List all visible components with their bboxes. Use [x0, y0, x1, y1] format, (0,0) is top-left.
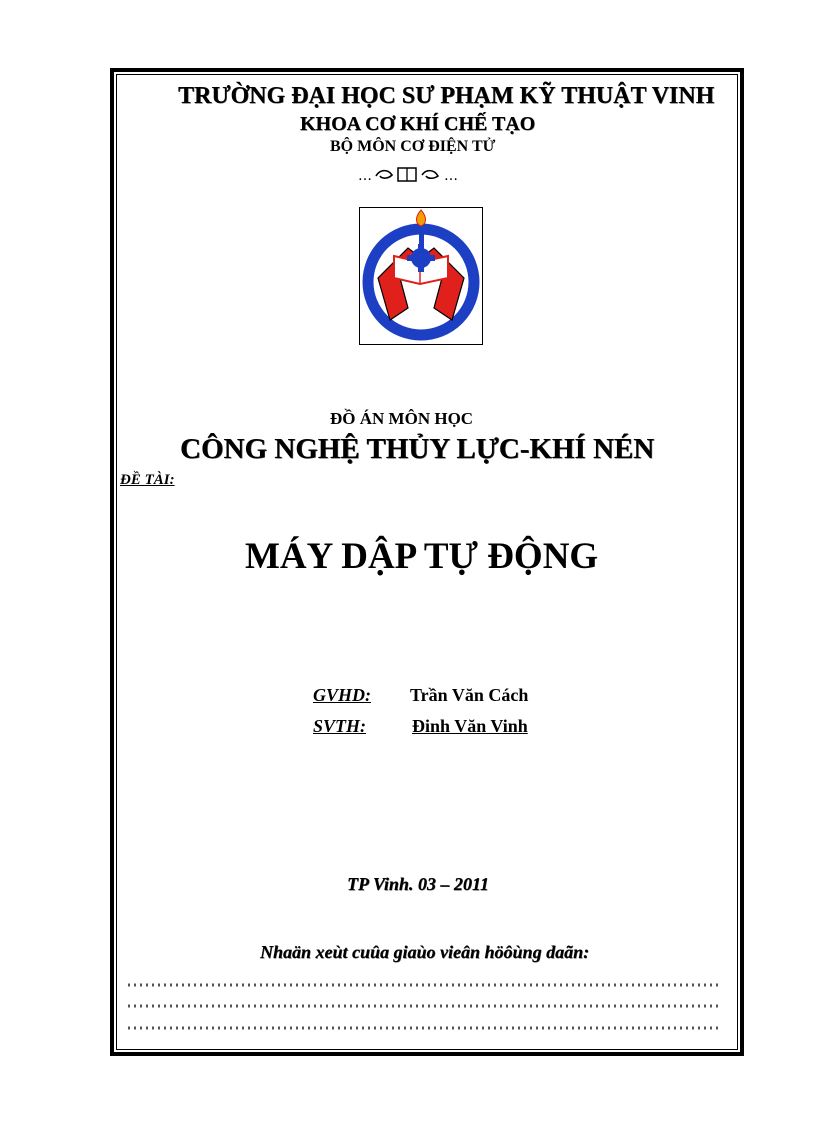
- place-date: TP Vinh. 03 – 2011: [347, 874, 489, 894]
- supervisor-label: GVHD:: [313, 685, 371, 705]
- remark-line: [126, 980, 724, 990]
- topic-label: ĐỀ TÀI:: [120, 472, 175, 488]
- faculty-name: KHOA CƠ KHÍ CHẾ TẠO: [300, 113, 536, 135]
- student-name: Đinh Văn Vinh: [412, 716, 528, 736]
- department-name: BỘ MÔN CƠ ĐIỆN TỬ: [330, 138, 496, 155]
- remarks-heading: Nhaän xeùt cuûa giaùo vieân höôùng daãn:: [260, 942, 590, 962]
- supervisor-name: Trần Văn Cách: [410, 685, 529, 705]
- remark-line: [126, 1001, 724, 1011]
- ornament-divider: [358, 165, 488, 190]
- student-label: SVTH:: [313, 716, 367, 736]
- course-label: ĐỒ ÁN MÔN HỌC: [330, 409, 474, 428]
- remark-line: [126, 1023, 724, 1033]
- book-ornament-icon: [358, 165, 488, 185]
- subject-title: CÔNG NGHỆ THỦY LỰC-KHÍ NÉN: [180, 433, 655, 465]
- university-name: TRƯỜNG ĐẠI HỌC SƯ PHẠM KỸ THUẬT VINH: [178, 83, 715, 109]
- svg-text:…: …: [358, 168, 372, 184]
- university-logo: [359, 207, 483, 345]
- project-title: MÁY DẬP TỰ ĐỘNG: [245, 536, 599, 577]
- svg-text:…: …: [444, 168, 458, 184]
